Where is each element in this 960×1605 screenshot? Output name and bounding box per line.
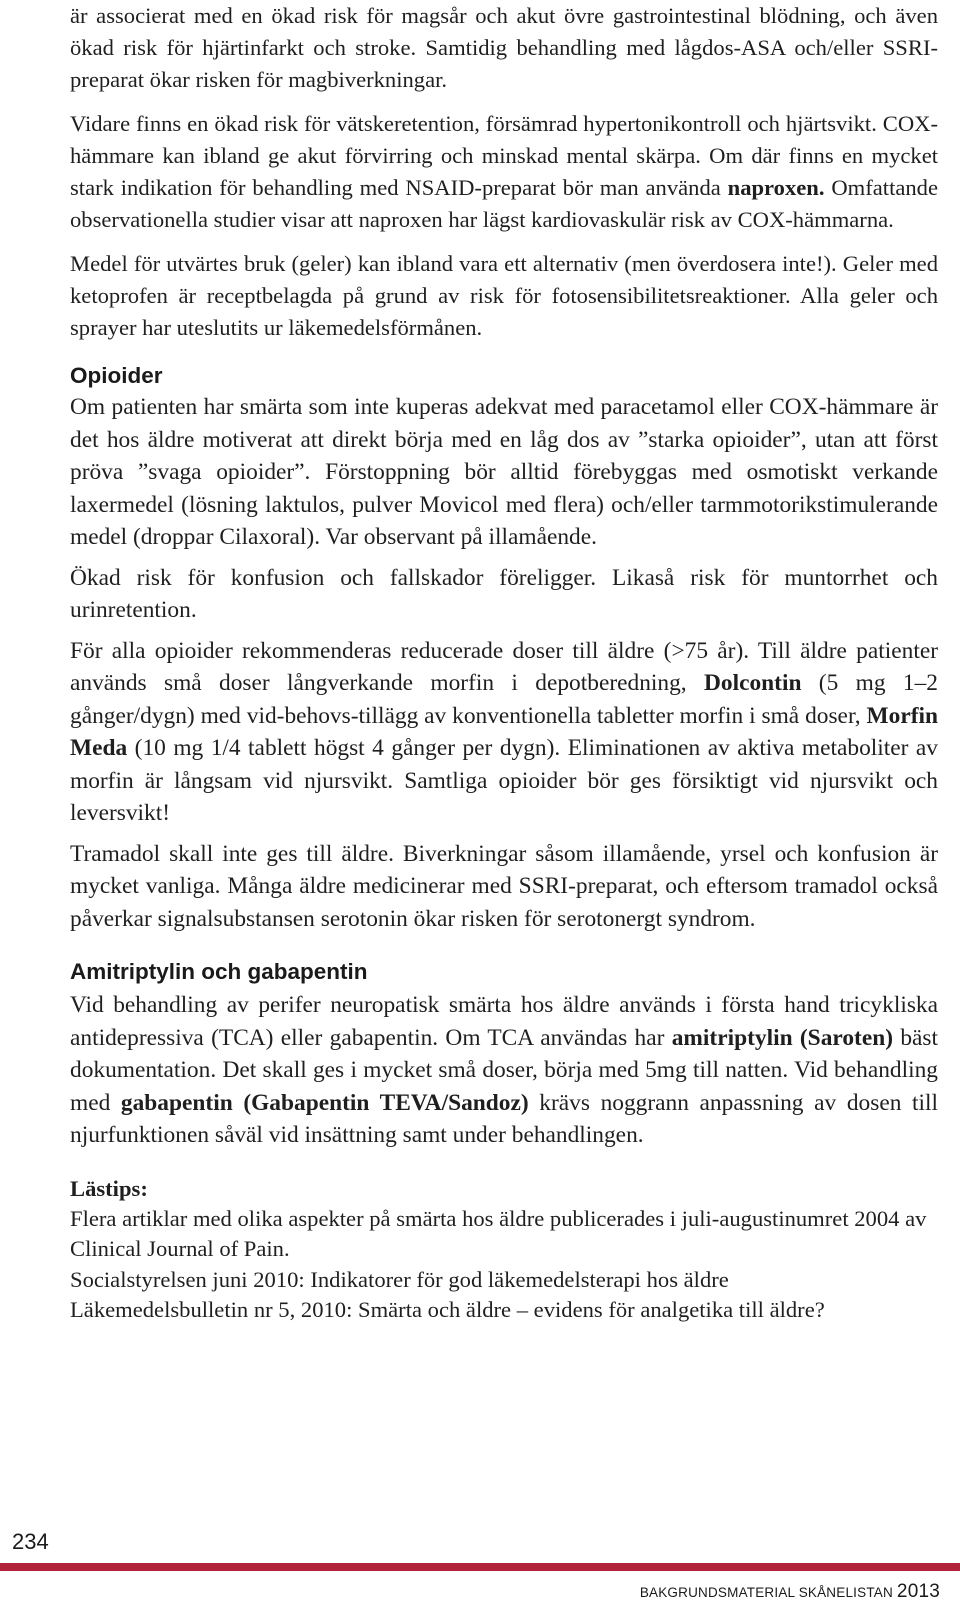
opioider-p4-text: Tramadol skall inte ges till äldre. Biverkningar såsom illamående, yrsel och konfusion är mycket vanliga. Många äldre medicinerar med SSRI-preparat, och eftersom tramadol också påverkar signalsubstansen serotonin ökar risken för serotonergt syndrom. xyxy=(70,840,938,932)
amitriptylin-text-a: Vid behandling av perifer neuropatisk smärta hos äldre används i första hand tricykliska antidepressiva (TCA) eller gabapentin. Om TCA användas har xyxy=(70,992,938,1051)
opioider-paragraph-1 xyxy=(70,391,938,554)
opioider-p2-text: Ökad risk för konfusion och fallskador föreligger. Likaså risk för muntorrhet och urinretention. xyxy=(70,564,938,623)
opioider-p1-text: Om patienten har smärta som inte kuperas adekvat med paracetamol eller COX-hämmare är det hos äldre motiverat att direkt börja med en låg dos av ”starka opioider”, utan att först pröva ”svaga opioider”. Förstoppning bör alltid förebyggas med osmotiskt verkande laxermedel (lösning laktulos, pulver Movicol med flera) och/eller tarmmotorikstimulerande medel (droppar Cilaxoral). Var observant på illamående. xyxy=(70,394,938,550)
intro-p2-text-b: Omfattande observationella studier visar att naproxen har lägst kardiovaskulär risk av COX-hämmarna. xyxy=(70,175,939,232)
opioider-paragraph-4 xyxy=(70,838,938,936)
footer-rule xyxy=(0,1563,960,1571)
reading-tip-2: Socialstyrelsen juni 2010: Indikatorer för god läkemedelsterapi hos äldre xyxy=(70,1266,729,1292)
section-heading-opioider: Opioider xyxy=(70,363,163,388)
reading-tip-1: Flera artiklar med olika aspekter på smärta hos äldre publicerades i juli-augustinumret 2004 av Clinical Journal of Pain. xyxy=(70,1205,927,1261)
footer-title xyxy=(640,1581,940,1603)
opioider-paragraph-3 xyxy=(70,635,938,830)
amitriptylin-bold-saroten: amitriptylin (Saroten) xyxy=(671,1024,894,1051)
section-heading-amitriptylin: Amitriptylin och gabapentin xyxy=(70,959,368,984)
intro-p3-text: Medel för utvärtes bruk (geler) kan ibland vara ett alternativ (men överdosera inte!). Geler med ketoprofen är receptbelagda på grund av risk för fotosensibilitetsreaktioner. Alla geler och sprayer har uteslutits ur läkemedelsförmånen. xyxy=(70,251,938,340)
page-number: 234 xyxy=(12,1529,49,1554)
amitriptylin-text-c: bäst dokumentation. Det skall ges i mycket små doser, börja med 5mg till natten. Vid behandling med xyxy=(70,1024,939,1116)
intro-paragraph-1 xyxy=(70,0,938,96)
reading-tip-3: Läkemedelsbulletin nr 5, 2010: Smärta och äldre – evidens för analgetika till äldre? xyxy=(70,1297,825,1322)
intro-p1-text: är associerat med en ökad risk för magsår och akut övre gastrointestinal blödning, och även ökad risk för hjärtinfarkt och stroke. Samtidig behandling med lågdos-ASA och/eller SSRI-preparat ökar risken för magbiverkningar. xyxy=(70,3,938,92)
amitriptylin-text-e: krävs noggrann anpassning av dosen till njurfunktionen såväl vid insättning samt under behandlingen. xyxy=(70,1089,939,1148)
footer-year: 2013 xyxy=(896,1581,940,1602)
reading-tips-heading: Lästips: xyxy=(70,1175,148,1201)
amitriptylin-bold-gabapentin: gabapentin (Gabapentin TEVA/Sandoz) xyxy=(120,1089,529,1116)
intro-paragraph-2 xyxy=(70,108,938,236)
page-content xyxy=(70,0,938,1326)
intro-p2-text-a: Vidare finns en ökad risk för vätskeretention, försämrad hypertonikontroll och hjärtsvikt. COX-hämmare kan ibland ge akut förvirring och minskad mental skärpa. Om där finns en mycket stark indikation för behandling med NSAID-preparat bör man använda xyxy=(70,111,938,200)
opioider-p3-bold-morfin: Morfin Meda xyxy=(70,702,938,761)
opioider-p3-text-c: (5 mg 1–2 gånger/dygn) med vid-behovs-tillägg av konventionella tabletter morfin i små doser, xyxy=(70,670,938,729)
opioider-p3-text-e: (10 mg 1/4 tablett högst 4 gånger per dygn). Eliminationen av aktiva metaboliter av morfin är långsam vid njursvikt. Samtliga opioider bör ges försiktigt vid njursvikt och leversvikt! xyxy=(70,735,938,826)
opioider-p3-bold-dolcontin: Dolcontin xyxy=(703,670,802,696)
amitriptylin-paragraph xyxy=(70,989,938,1152)
opioider-paragraph-2 xyxy=(70,562,938,627)
opioider-p3-text-a: För alla opioider rekommenderas reducerade doser till äldre (>75 år). Till äldre patienter används små doser långverkande morfin i depotberedning, xyxy=(70,637,938,696)
intro-p2-bold: naproxen. xyxy=(727,175,825,200)
footer-title-text: BAKGRUNDSMATERIAL SKÅNELISTAN xyxy=(639,1585,893,1600)
intro-paragraph-3 xyxy=(70,248,938,344)
